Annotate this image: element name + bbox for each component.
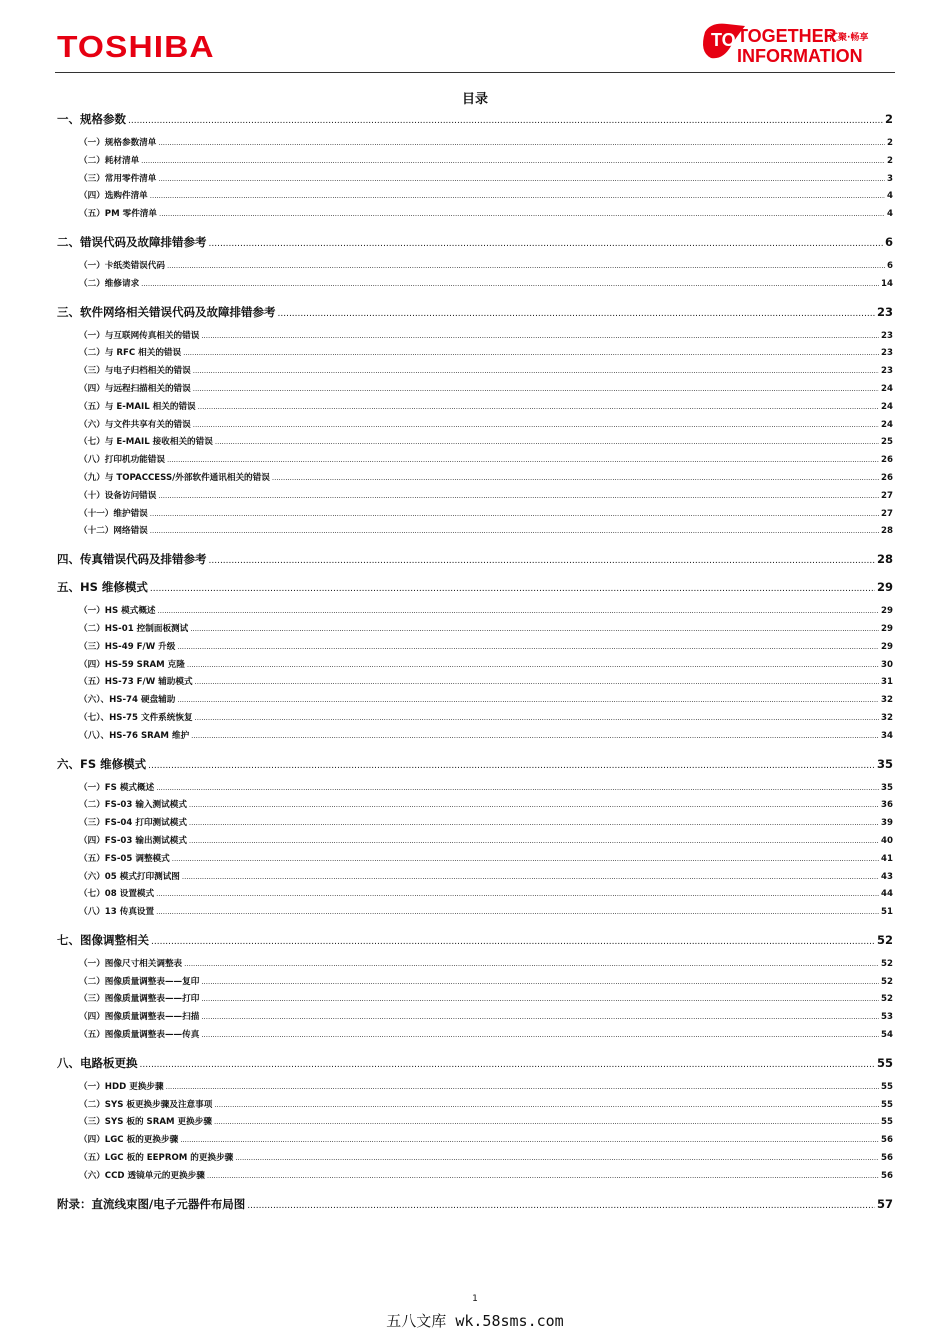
toc-leader-dots	[201, 1031, 879, 1039]
toc-leader-dots	[193, 367, 879, 375]
toc-item-label: （四）与远程扫描相关的错误	[79, 383, 191, 394]
toc-item[interactable]	[57, 364, 893, 382]
toc-item[interactable]	[57, 622, 893, 640]
toc-section[interactable]	[57, 111, 893, 130]
toc-item[interactable]	[57, 870, 893, 888]
toc-leader-dots	[177, 696, 879, 704]
toc-section-label: 附录：直流线束图/电子元器件布局图	[57, 1196, 246, 1211]
toc-leader-dots	[180, 1136, 879, 1144]
toc-leader-dots	[148, 761, 875, 771]
toc-item[interactable]	[57, 1028, 893, 1046]
toc-item[interactable]	[57, 136, 893, 154]
toc-item-label: （六）与文件共享有关的错误	[79, 419, 191, 430]
toc-item-page: 39	[881, 818, 893, 829]
toc-item[interactable]	[57, 1010, 893, 1028]
toc-item[interactable]	[57, 382, 893, 400]
toc-item-page: 4	[887, 209, 893, 220]
toc-leader-dots	[167, 456, 879, 464]
toc-item[interactable]	[57, 471, 893, 489]
toc-item-label: （五）FS-05 调整模式	[79, 853, 170, 864]
toc-item-label: （三）与电子归档相关的错误	[79, 366, 191, 377]
slogan-cn: 汇聚·畅享	[829, 33, 869, 43]
toc-item-label: （五）HS-73 F/W 辅助模式	[79, 677, 193, 688]
toc-section[interactable]	[57, 579, 893, 598]
toc-item-page: 29	[881, 623, 893, 634]
toc-item-label: （二）FS-03 输入测试模式	[79, 800, 187, 811]
toc-item-page: 40	[881, 835, 893, 846]
toc-item-page: 24	[881, 419, 893, 430]
toc-leader-dots	[150, 527, 879, 535]
toc-item[interactable]	[57, 1169, 893, 1187]
toc-section-label: 二、错误代码及故障排错参考	[57, 234, 207, 249]
toc-item-page: 51	[881, 907, 893, 918]
toc-section-label: 三、软件网络相关错误代码及故障排错参考	[57, 304, 276, 319]
toc-item-page: 53	[881, 1012, 893, 1023]
toc-item-page: 52	[881, 994, 893, 1005]
toc-leader-dots	[189, 819, 879, 827]
toc-section-page: 6	[884, 234, 893, 249]
toc-leader-dots	[201, 978, 879, 986]
toc-item-label: （七）、HS-75 文件系统恢复	[79, 712, 193, 723]
toc-leader-dots	[247, 1201, 875, 1211]
toc-section-page: 35	[876, 756, 893, 771]
toc-item[interactable]	[57, 798, 893, 816]
toc-item-label: （四）FS-03 输出测试模式	[79, 835, 187, 846]
toshiba-logo: TOSHIBA	[57, 29, 215, 64]
toc-leader-dots	[193, 385, 879, 393]
toc-section[interactable]	[57, 234, 893, 253]
toc-item[interactable]	[57, 524, 893, 542]
toc-section-page: 52	[876, 932, 893, 947]
toc-item-label: （一）卡纸类错误代码	[79, 260, 165, 271]
toc-item-page: 56	[881, 1153, 893, 1164]
toc-item-label: （一）与互联网传真相关的错误	[79, 330, 200, 341]
toc-item-label: （四）HS-59 SRAM 克隆	[79, 659, 185, 670]
toc-section[interactable]	[57, 304, 893, 323]
toc-item-page: 3	[887, 173, 893, 184]
toc-leader-dots	[128, 116, 883, 126]
toc-item-label: （十一）维护错误	[79, 508, 148, 519]
toc-item[interactable]	[57, 400, 893, 418]
toc-item[interactable]	[57, 453, 893, 471]
toc-item-page: 28	[881, 526, 893, 537]
toc-section[interactable]	[57, 551, 893, 570]
toc-section[interactable]	[57, 756, 893, 775]
toc-item[interactable]	[57, 658, 893, 676]
toc-leader-dots	[141, 157, 885, 165]
toc-leader-dots	[150, 584, 875, 594]
toc-item-page: 25	[881, 437, 893, 448]
toc-leader-dots	[201, 995, 879, 1003]
toc-item-page: 31	[881, 677, 893, 688]
toc-item[interactable]	[57, 905, 893, 923]
toc-leader-dots	[189, 837, 879, 845]
toc-item-label: （六）、HS-74 硬盘辅助	[79, 695, 176, 706]
toc-item-page: 24	[881, 401, 893, 412]
toc-item[interactable]	[57, 957, 893, 975]
toc-item[interactable]	[57, 992, 893, 1010]
toc-item-label: （四）LGC 板的更换步骤	[79, 1135, 179, 1146]
toc-item-page: 2	[887, 138, 893, 148]
toc-section[interactable]	[57, 1055, 893, 1074]
toc-item-label: （一）HS 模式概述	[79, 606, 156, 617]
toc-item[interactable]	[57, 711, 893, 729]
toc-item-label: （二）耗材清单	[79, 155, 140, 166]
toc-leader-dots	[207, 1172, 879, 1180]
toc-section-page: 2	[884, 112, 893, 126]
toc-leader-dots	[278, 309, 875, 319]
toc-item-page: 34	[881, 730, 893, 741]
toc-leader-dots	[190, 625, 879, 633]
toc-section-page: 57	[876, 1196, 893, 1211]
toc-section[interactable]	[57, 932, 893, 951]
toc-item[interactable]	[57, 507, 893, 525]
slogan-line2: INFORMATION	[737, 46, 863, 66]
toc-item-label: （三）图像质量调整表——打印	[79, 994, 200, 1005]
toc-item[interactable]	[57, 1115, 893, 1133]
toc-item-label: （五）与 E-MAIL 相关的错误	[79, 401, 196, 412]
toc-item-page: 55	[881, 1117, 893, 1128]
toc-item-page: 32	[881, 712, 893, 723]
toc-item-page: 52	[881, 976, 893, 987]
toc-leader-dots	[183, 349, 879, 357]
toc-item-label: （十二）网络错误	[79, 526, 148, 537]
toc-section-page: 23	[876, 304, 893, 319]
toc-item-page: 52	[881, 958, 893, 969]
toc-leader-dots	[158, 175, 885, 183]
toc-item-label: （六）CCD 透镜单元的更换步骤	[79, 1170, 205, 1181]
toc-leader-dots	[159, 210, 885, 218]
together-logo-graphic	[697, 18, 887, 68]
toc-item-label: （三）HS-49 F/W 升级	[79, 641, 176, 652]
toc-leader-dots	[215, 438, 879, 446]
toc-item-label: （三）FS-04 打印测试模式	[79, 818, 187, 829]
toc-leader-dots	[151, 937, 875, 947]
toc-item-label: （十）设备访问错误	[79, 490, 157, 501]
toc-item-page: 54	[881, 1030, 893, 1041]
toc-leader-dots	[184, 960, 879, 968]
toc-item-label: （一）图像尺寸相关调整表	[79, 958, 183, 969]
toc-item-page: 14	[881, 278, 893, 289]
toc-leader-dots	[201, 332, 879, 340]
toc-leader-dots	[167, 262, 885, 270]
toc-item-label: （二）HS-01 控制面板测试	[79, 623, 189, 634]
toc-item-page: 29	[881, 606, 893, 617]
toc-leader-dots	[235, 1154, 879, 1162]
svg-text:TO: TO	[711, 30, 736, 50]
toc-item-page: 55	[881, 1081, 893, 1092]
toc-item-label: （七）08 设置模式	[79, 889, 155, 900]
toc-leader-dots	[209, 239, 883, 249]
toc-item-label: （二）图像质量调整表——复印	[79, 976, 200, 987]
toc-item-label: （一）HDD 更换步骤	[79, 1081, 164, 1092]
slogan-line1: TOGETHER	[737, 26, 837, 46]
toc-leader-dots	[156, 784, 879, 792]
toc-leader-dots	[141, 280, 879, 288]
toc-leader-dots	[195, 714, 879, 722]
toc-item[interactable]	[57, 604, 893, 622]
toc-leader-dots	[177, 643, 879, 651]
toc-item-page: 26	[881, 472, 893, 483]
toc-item-page: 30	[881, 659, 893, 670]
toc-item[interactable]	[57, 189, 893, 207]
toc-leader-dots	[158, 607, 880, 615]
toc-item-page: 24	[881, 383, 893, 394]
toc-item-label: （二）SYS 板更换步骤及注意事项	[79, 1099, 213, 1110]
toc-leader-dots	[272, 474, 879, 482]
toc-leader-dots	[172, 855, 879, 863]
toc-item[interactable]	[57, 172, 893, 190]
toc-title: 目录	[461, 92, 488, 107]
toc-item[interactable]	[57, 418, 893, 436]
toc-leader-dots	[166, 1083, 879, 1091]
toc-item-page: 36	[881, 800, 893, 811]
toc-item-page: 6	[887, 260, 893, 271]
toc-section-page: 28	[876, 552, 893, 567]
toc-item-label: （五）图像质量调整表——传真	[79, 1030, 200, 1041]
toc-item-page: 27	[881, 490, 893, 501]
toc-leader-dots	[214, 1101, 879, 1109]
toc-item-page: 56	[881, 1170, 893, 1181]
toc-section-label: 七、图像调整相关	[57, 932, 149, 947]
toc-item-label: （四）图像质量调整表——扫描	[79, 1012, 200, 1023]
toc-item[interactable]	[57, 277, 893, 295]
toc-section-label: 四、传真错误代码及排错参考	[57, 552, 207, 567]
toc-leader-dots	[158, 139, 885, 147]
toc-leader-dots	[195, 678, 879, 686]
toc-item-page: 23	[881, 330, 893, 341]
toc-item-label: （三）SYS 板的 SRAM 更换步骤	[79, 1117, 212, 1128]
toc-item-label: （八）打印机功能错误	[79, 455, 165, 466]
toc-leader-dots	[209, 556, 875, 566]
toc-leader-dots	[156, 908, 879, 916]
toc-item[interactable]	[57, 887, 893, 905]
toc-leader-dots	[193, 421, 879, 429]
toc-item-label: （九）与 TOPACCESS/外部软件通讯相关的错误	[79, 472, 270, 483]
toc-leader-dots	[158, 492, 879, 500]
toc-item[interactable]	[57, 816, 893, 834]
toc-section-label: 一、规格参数	[57, 112, 126, 126]
toc-item[interactable]	[57, 675, 893, 693]
toc-item[interactable]	[57, 693, 893, 711]
toc-leader-dots	[191, 732, 879, 740]
toc-item-label: （六）05 模式打印测试图	[79, 871, 180, 882]
toc-item-label: （三）常用零件清单	[79, 173, 157, 184]
toc-item-page: 32	[881, 695, 893, 706]
toc-leader-dots	[156, 890, 879, 898]
toc-item-label: （一）FS 模式概述	[79, 782, 155, 793]
toc-leader-dots	[150, 192, 885, 200]
toc-item[interactable]	[57, 259, 893, 277]
toc-item[interactable]	[57, 729, 893, 747]
toc-item-label: （二）维修请求	[79, 278, 140, 289]
toc-item-page: 35	[881, 782, 893, 793]
toc-section[interactable]	[57, 1196, 893, 1215]
watermark: 五八文库 wk.58sms.com	[386, 1312, 564, 1330]
toc-item-label: （一）规格参数清单	[79, 138, 157, 148]
toc-item[interactable]	[57, 834, 893, 852]
toc-item[interactable]	[57, 781, 893, 799]
toc-item[interactable]	[57, 852, 893, 870]
toc-item[interactable]	[57, 154, 893, 172]
toc-item-page: 56	[881, 1135, 893, 1146]
toc-item[interactable]	[57, 640, 893, 658]
toc-item-page: 29	[881, 641, 893, 652]
toc-item[interactable]	[57, 1133, 893, 1151]
toc-leader-dots	[150, 510, 879, 518]
toc-item-page: 44	[881, 889, 893, 900]
toc-item[interactable]	[57, 489, 893, 507]
toc-item[interactable]	[57, 346, 893, 364]
toc-section-label: 八、电路板更换	[57, 1055, 138, 1070]
toc-item-label: （八）、HS-76 SRAM 维护	[79, 730, 190, 741]
toc-item-page: 4	[887, 191, 893, 202]
toc-item[interactable]	[57, 329, 893, 347]
toc-item-label: （八）13 传真设置	[79, 907, 155, 918]
toc-section-page: 55	[876, 1055, 893, 1070]
toc-item[interactable]	[57, 207, 893, 225]
toc-item-label: （四）选购件清单	[79, 191, 148, 202]
toc-item-page: 27	[881, 508, 893, 519]
toc-leader-dots	[198, 403, 879, 411]
toc-item-page: 23	[881, 348, 893, 359]
toc-section-page: 29	[876, 580, 893, 595]
page-header	[55, 18, 895, 73]
toc-item-label: （七）与 E-MAIL 接收相关的错误	[79, 437, 213, 448]
toc-item[interactable]	[57, 1151, 893, 1169]
toc-item-page: 55	[881, 1099, 893, 1110]
toc-section-label: 六、FS 维修模式	[57, 756, 147, 771]
toc-item-page: 2	[887, 155, 893, 166]
toc-leader-dots	[187, 661, 879, 669]
toc-item[interactable]	[57, 975, 893, 993]
toc-item-page: 23	[881, 366, 893, 377]
page-number: 1	[472, 1294, 478, 1304]
toc-leader-dots	[189, 801, 879, 809]
toc-item-label: （五）PM 零件清单	[79, 209, 157, 220]
toc-leader-dots	[214, 1118, 879, 1126]
together-information-logo	[697, 18, 887, 68]
toc-section-label: 五、HS 维修模式	[57, 580, 148, 595]
toc-leader-dots	[140, 1060, 875, 1070]
toc-item[interactable]	[57, 1080, 893, 1098]
toc-leader-dots	[201, 1013, 879, 1021]
toc-item-page: 26	[881, 455, 893, 466]
toc-item-label: （二）与 RFC 相关的错误	[79, 348, 182, 359]
toc-item-page: 43	[881, 871, 893, 882]
toc-item[interactable]	[57, 435, 893, 453]
toc-item-label: （五）LGC 板的 EEPROM 的更换步骤	[79, 1153, 234, 1164]
toc-item-page: 41	[881, 853, 893, 864]
table-of-contents	[57, 111, 893, 1215]
toc-item[interactable]	[57, 1098, 893, 1116]
toc-leader-dots	[182, 873, 879, 881]
